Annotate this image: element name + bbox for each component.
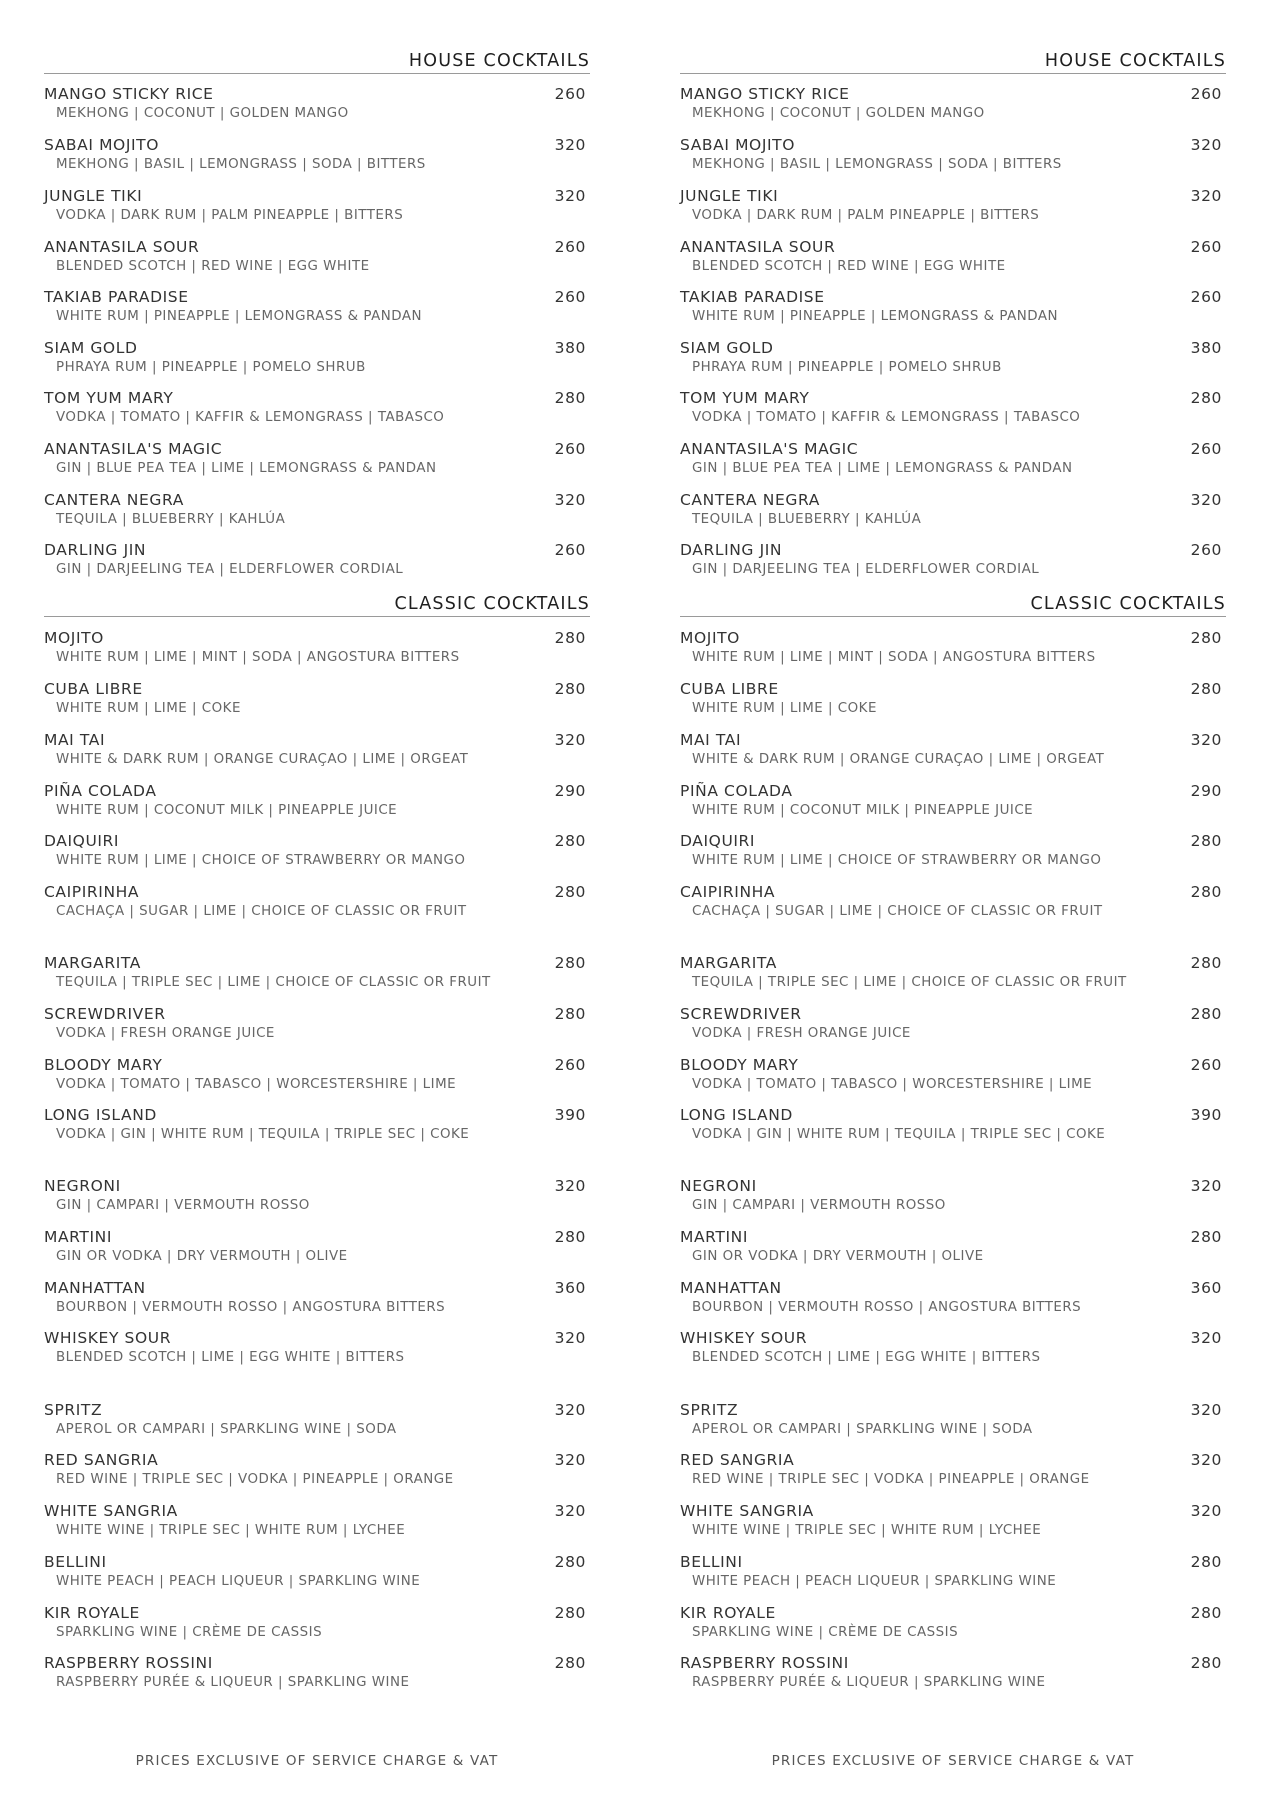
item-description: GIN | BLUE PEA TEA | LIME | LEMONGRASS & PANDAN (692, 461, 1073, 476)
item-description: TEQUILA | TRIPLE SEC | LIME | CHOICE OF CLASSIC OR FRUIT (56, 975, 491, 990)
item-price: 320 (1190, 1502, 1222, 1520)
menu-item (44, 237, 590, 275)
menu-item (680, 1328, 1226, 1366)
item-price: 260 (1190, 288, 1222, 306)
item-price: 260 (1190, 85, 1222, 103)
item-name: SCREWDRIVER (44, 1005, 166, 1023)
menu-item (44, 1227, 590, 1265)
item-description: GIN | BLUE PEA TEA | LIME | LEMONGRASS & PANDAN (56, 461, 437, 476)
item-description: BOURBON | VERMOUTH ROSSO | ANGOSTURA BITTERS (692, 1300, 1082, 1315)
item-price: 280 (554, 629, 586, 647)
item-description: VODKA | TOMATO | KAFFIR & LEMONGRASS | TABASCO (56, 410, 445, 425)
item-name: CUBA LIBRE (44, 680, 143, 698)
menu-item (44, 1450, 590, 1488)
item-description: WHITE RUM | LIME | CHOICE OF STRAWBERRY OR MANGO (692, 853, 1102, 868)
item-description: WHITE WINE | TRIPLE SEC | WHITE RUM | LYCHEE (692, 1523, 1042, 1538)
item-name: BELLINI (680, 1553, 743, 1571)
item-name: TOM YUM MARY (680, 389, 810, 407)
item-price: 260 (554, 288, 586, 306)
item-name: WHITE SANGRIA (44, 1502, 178, 1520)
item-price: 320 (554, 187, 586, 205)
menu-item (680, 135, 1226, 173)
menu-item (680, 781, 1226, 819)
item-price: 280 (554, 954, 586, 972)
item-description: WHITE PEACH | PEACH LIQUEUR | SPARKLING WINE (692, 1574, 1057, 1589)
item-price: 280 (554, 883, 586, 901)
item-name: MOJITO (680, 629, 740, 647)
menu-item (44, 1176, 590, 1214)
menu-item (44, 730, 590, 768)
item-description: APEROL OR CAMPARI | SPARKLING WINE | SODA (56, 1422, 397, 1437)
item-price: 260 (554, 440, 586, 458)
item-description: WHITE & DARK RUM | ORANGE CURAÇAO | LIME | ORGEAT (692, 752, 1105, 767)
item-name: MANGO STICKY RICE (44, 85, 214, 103)
menu-column-left (44, 0, 590, 1794)
menu-item (44, 84, 590, 122)
item-price: 280 (1190, 629, 1222, 647)
item-description: TEQUILA | BLUEBERRY | KAHLÚA (692, 512, 922, 527)
menu-item (44, 1328, 590, 1366)
item-description: SPARKLING WINE | CRÈME DE CASSIS (692, 1625, 959, 1640)
item-description: PHRAYA RUM | PINEAPPLE | POMELO SHRUB (692, 360, 1002, 375)
item-description: VODKA | GIN | WHITE RUM | TEQUILA | TRIPLE SEC | COKE (56, 1127, 470, 1142)
item-name: LONG ISLAND (680, 1106, 793, 1124)
menu-item (44, 831, 590, 869)
item-description: MEKHONG | COCONUT | GOLDEN MANGO (56, 106, 349, 121)
menu-item (44, 1400, 590, 1438)
item-description: MEKHONG | BASIL | LEMONGRASS | SODA | BITTERS (56, 157, 426, 172)
item-description: TEQUILA | BLUEBERRY | KAHLÚA (56, 512, 286, 527)
item-description: MEKHONG | COCONUT | GOLDEN MANGO (692, 106, 985, 121)
menu-item (44, 953, 590, 991)
item-description: GIN | DARJEELING TEA | ELDERFLOWER CORDIAL (56, 562, 404, 577)
item-description: WHITE RUM | LIME | COKE (56, 701, 241, 716)
menu-item (44, 135, 590, 173)
item-description: GIN OR VODKA | DRY VERMOUTH | OLIVE (692, 1249, 984, 1264)
menu-item (44, 1055, 590, 1093)
menu-item (680, 1501, 1226, 1539)
item-description: WHITE RUM | PINEAPPLE | LEMONGRASS & PANDAN (692, 309, 1059, 324)
item-description: BLENDED SCOTCH | LIME | EGG WHITE | BITTERS (692, 1350, 1041, 1365)
item-description: VODKA | DARK RUM | PALM PINEAPPLE | BITTERS (56, 208, 404, 223)
item-name: SPRITZ (680, 1401, 739, 1419)
item-price: 320 (1190, 136, 1222, 154)
item-name: SABAI MOJITO (44, 136, 160, 154)
item-price: 280 (1190, 883, 1222, 901)
item-price: 320 (554, 1329, 586, 1347)
item-price: 280 (1190, 1005, 1222, 1023)
item-description: APEROL OR CAMPARI | SPARKLING WINE | SODA (692, 1422, 1033, 1437)
item-price: 280 (1190, 1553, 1222, 1571)
item-price: 260 (554, 238, 586, 256)
item-name: PIÑA COLADA (44, 782, 157, 800)
item-price: 280 (1190, 1228, 1222, 1246)
item-price: 320 (554, 491, 586, 509)
item-description: WHITE RUM | LIME | CHOICE OF STRAWBERRY OR MANGO (56, 853, 466, 868)
menu-item (680, 1653, 1226, 1691)
item-name: SPRITZ (44, 1401, 103, 1419)
item-description: VODKA | TOMATO | TABASCO | WORCESTERSHIRE | LIME (692, 1077, 1093, 1092)
menu-item (44, 439, 590, 477)
item-description: BOURBON | VERMOUTH ROSSO | ANGOSTURA BITTERS (56, 1300, 446, 1315)
item-name: SIAM GOLD (680, 339, 774, 357)
menu-item (680, 287, 1226, 325)
item-price: 260 (554, 1056, 586, 1074)
item-price: 380 (554, 339, 586, 357)
item-price: 320 (1190, 1451, 1222, 1469)
item-name: SIAM GOLD (44, 339, 138, 357)
item-price: 320 (554, 731, 586, 749)
item-name: MANGO STICKY RICE (680, 85, 850, 103)
item-name: MARGARITA (44, 954, 141, 972)
item-name: MARTINI (44, 1228, 113, 1246)
menu-item (680, 237, 1226, 275)
menu-item (44, 186, 590, 224)
item-name: ANANTASILA SOUR (680, 238, 836, 256)
item-name: MARTINI (680, 1228, 749, 1246)
item-name: TOM YUM MARY (44, 389, 174, 407)
menu-item (44, 1105, 590, 1143)
menu-item (44, 287, 590, 325)
item-name: DARLING JIN (680, 541, 783, 559)
item-price: 280 (1190, 1604, 1222, 1622)
item-price: 260 (1190, 541, 1222, 559)
item-name: RED SANGRIA (680, 1451, 795, 1469)
menu-item (680, 628, 1226, 666)
item-name: WHISKEY SOUR (680, 1329, 808, 1347)
menu-item (680, 1176, 1226, 1214)
item-price: 320 (1190, 187, 1222, 205)
item-name: DARLING JIN (44, 541, 147, 559)
item-price: 320 (1190, 1401, 1222, 1419)
item-name: SCREWDRIVER (680, 1005, 802, 1023)
item-price: 320 (1190, 731, 1222, 749)
item-description: GIN OR VODKA | DRY VERMOUTH | OLIVE (56, 1249, 348, 1264)
item-name: DAIQUIRI (44, 832, 120, 850)
menu-item (44, 540, 590, 578)
menu-item (680, 1552, 1226, 1590)
item-name: MARGARITA (680, 954, 777, 972)
section-title-house: HOUSE COCKTAILS (680, 50, 1226, 74)
item-price: 260 (1190, 1056, 1222, 1074)
item-name: WHITE SANGRIA (680, 1502, 814, 1520)
item-name: TAKIAB PARADISE (44, 288, 189, 306)
menu-item (44, 882, 590, 920)
item-price: 320 (554, 1451, 586, 1469)
item-description: WHITE & DARK RUM | ORANGE CURAÇAO | LIME | ORGEAT (56, 752, 469, 767)
item-price: 320 (554, 136, 586, 154)
item-name: SABAI MOJITO (680, 136, 796, 154)
item-name: MOJITO (44, 629, 104, 647)
item-name: CANTERA NEGRA (680, 491, 820, 509)
item-name: CUBA LIBRE (680, 680, 779, 698)
menu-item (680, 1105, 1226, 1143)
item-name: MAI TAI (680, 731, 742, 749)
item-description: BLENDED SCOTCH | LIME | EGG WHITE | BITTERS (56, 1350, 405, 1365)
section-title-classic: CLASSIC COCKTAILS (680, 593, 1226, 617)
item-name: CAIPIRINHA (44, 883, 140, 901)
item-description: VODKA | FRESH ORANGE JUICE (692, 1026, 911, 1041)
menu-item (44, 338, 590, 376)
item-price: 320 (554, 1502, 586, 1520)
section-title-house: HOUSE COCKTAILS (44, 50, 590, 74)
item-description: VODKA | DARK RUM | PALM PINEAPPLE | BITTERS (692, 208, 1040, 223)
item-name: NEGRONI (680, 1177, 757, 1195)
item-description: CACHAÇA | SUGAR | LIME | CHOICE OF CLASSIC OR FRUIT (692, 904, 1103, 919)
item-name: PIÑA COLADA (680, 782, 793, 800)
item-name: LONG ISLAND (44, 1106, 157, 1124)
item-price: 280 (1190, 680, 1222, 698)
menu-item (680, 1450, 1226, 1488)
item-price: 390 (554, 1106, 586, 1124)
item-description: VODKA | GIN | WHITE RUM | TEQUILA | TRIPLE SEC | COKE (692, 1127, 1106, 1142)
menu-item (680, 1004, 1226, 1042)
item-price: 390 (1190, 1106, 1222, 1124)
item-name: KIR ROYALE (44, 1604, 140, 1622)
menu-item (44, 679, 590, 717)
item-description: WHITE RUM | LIME | COKE (692, 701, 877, 716)
item-name: RASPBERRY ROSSINI (44, 1654, 213, 1672)
item-description: GIN | CAMPARI | VERMOUTH ROSSO (692, 1198, 946, 1213)
item-description: RASPBERRY PURÉE & LIQUEUR | SPARKLING WINE (56, 1675, 410, 1690)
item-name: JUNGLE TIKI (44, 187, 143, 205)
menu-item (680, 1400, 1226, 1438)
item-price: 360 (1190, 1279, 1222, 1297)
menu-item (680, 831, 1226, 869)
item-price: 380 (1190, 339, 1222, 357)
item-description: TEQUILA | TRIPLE SEC | LIME | CHOICE OF CLASSIC OR FRUIT (692, 975, 1127, 990)
item-price: 280 (554, 680, 586, 698)
item-price: 280 (554, 389, 586, 407)
item-name: BLOODY MARY (44, 1056, 163, 1074)
menu-item (44, 1278, 590, 1316)
menu-item (680, 730, 1226, 768)
item-description: VODKA | TOMATO | KAFFIR & LEMONGRASS | TABASCO (692, 410, 1081, 425)
item-name: WHISKEY SOUR (44, 1329, 172, 1347)
item-description: RASPBERRY PURÉE & LIQUEUR | SPARKLING WINE (692, 1675, 1046, 1690)
item-name: RED SANGRIA (44, 1451, 159, 1469)
section-title-classic: CLASSIC COCKTAILS (44, 593, 590, 617)
item-price: 260 (554, 85, 586, 103)
menu-item (680, 1227, 1226, 1265)
menu-item (680, 1278, 1226, 1316)
item-price: 320 (1190, 1177, 1222, 1195)
item-price: 280 (554, 832, 586, 850)
menu-item (680, 540, 1226, 578)
item-description: CACHAÇA | SUGAR | LIME | CHOICE OF CLASSIC OR FRUIT (56, 904, 467, 919)
menu-item (680, 439, 1226, 477)
menu-item (44, 490, 590, 528)
item-description: VODKA | TOMATO | TABASCO | WORCESTERSHIRE | LIME (56, 1077, 457, 1092)
item-price: 280 (554, 1005, 586, 1023)
item-price: 260 (1190, 440, 1222, 458)
item-description: WHITE WINE | TRIPLE SEC | WHITE RUM | LYCHEE (56, 1523, 406, 1538)
item-price: 280 (1190, 954, 1222, 972)
item-price: 360 (554, 1279, 586, 1297)
item-name: MAI TAI (44, 731, 106, 749)
item-description: WHITE RUM | PINEAPPLE | LEMONGRASS & PANDAN (56, 309, 423, 324)
menu-item (680, 338, 1226, 376)
menu-item (44, 1004, 590, 1042)
item-description: BLENDED SCOTCH | RED WINE | EGG WHITE (692, 259, 1006, 274)
menu-item (680, 679, 1226, 717)
item-name: MANHATTAN (44, 1279, 146, 1297)
item-price: 280 (554, 1654, 586, 1672)
menu-item (44, 388, 590, 426)
menu-item (680, 1055, 1226, 1093)
item-description: WHITE RUM | LIME | MINT | SODA | ANGOSTURA BITTERS (692, 650, 1096, 665)
item-price: 280 (1190, 389, 1222, 407)
item-description: PHRAYA RUM | PINEAPPLE | POMELO SHRUB (56, 360, 366, 375)
item-name: CAIPIRINHA (680, 883, 776, 901)
menu-item (680, 186, 1226, 224)
menu-item (680, 1603, 1226, 1641)
item-description: RED WINE | TRIPLE SEC | VODKA | PINEAPPLE | ORANGE (56, 1472, 454, 1487)
item-price: 290 (1190, 782, 1222, 800)
item-price: 280 (1190, 1654, 1222, 1672)
item-name: MANHATTAN (680, 1279, 782, 1297)
menu-item (680, 388, 1226, 426)
menu-item (44, 1552, 590, 1590)
item-price: 280 (554, 1553, 586, 1571)
item-description: VODKA | FRESH ORANGE JUICE (56, 1026, 275, 1041)
menu-item (44, 1501, 590, 1539)
item-name: RASPBERRY ROSSINI (680, 1654, 849, 1672)
item-name: TAKIAB PARADISE (680, 288, 825, 306)
item-description: GIN | CAMPARI | VERMOUTH ROSSO (56, 1198, 310, 1213)
menu-item (44, 1653, 590, 1691)
menu-item (44, 628, 590, 666)
item-price: 290 (554, 782, 586, 800)
item-description: BLENDED SCOTCH | RED WINE | EGG WHITE (56, 259, 370, 274)
item-description: WHITE RUM | COCONUT MILK | PINEAPPLE JUICE (56, 803, 398, 818)
item-price: 320 (554, 1401, 586, 1419)
footer-note: PRICES EXCLUSIVE OF SERVICE CHARGE & VAT (135, 1753, 499, 1769)
item-price: 280 (554, 1228, 586, 1246)
item-name: CANTERA NEGRA (44, 491, 184, 509)
item-description: WHITE RUM | LIME | MINT | SODA | ANGOSTURA BITTERS (56, 650, 460, 665)
item-description: WHITE PEACH | PEACH LIQUEUR | SPARKLING WINE (56, 1574, 421, 1589)
menu-item (44, 1603, 590, 1641)
item-name: BELLINI (44, 1553, 107, 1571)
item-name: JUNGLE TIKI (680, 187, 779, 205)
item-name: KIR ROYALE (680, 1604, 776, 1622)
item-description: RED WINE | TRIPLE SEC | VODKA | PINEAPPLE | ORANGE (692, 1472, 1090, 1487)
item-price: 320 (554, 1177, 586, 1195)
item-name: DAIQUIRI (680, 832, 756, 850)
item-price: 260 (554, 541, 586, 559)
item-price: 260 (1190, 238, 1222, 256)
item-price: 280 (1190, 832, 1222, 850)
menu-column-right (680, 0, 1226, 1794)
item-description: SPARKLING WINE | CRÈME DE CASSIS (56, 1625, 323, 1640)
item-name: ANANTASILA'S MAGIC (680, 440, 859, 458)
item-name: BLOODY MARY (680, 1056, 799, 1074)
menu-item (680, 953, 1226, 991)
footer-note: PRICES EXCLUSIVE OF SERVICE CHARGE & VAT (771, 1753, 1135, 1769)
item-price: 320 (1190, 1329, 1222, 1347)
menu-item (680, 490, 1226, 528)
item-name: ANANTASILA'S MAGIC (44, 440, 223, 458)
item-name: ANANTASILA SOUR (44, 238, 200, 256)
item-price: 320 (1190, 491, 1222, 509)
menu-item (44, 781, 590, 819)
item-description: MEKHONG | BASIL | LEMONGRASS | SODA | BITTERS (692, 157, 1062, 172)
item-description: GIN | DARJEELING TEA | ELDERFLOWER CORDIAL (692, 562, 1040, 577)
item-name: NEGRONI (44, 1177, 121, 1195)
item-description: WHITE RUM | COCONUT MILK | PINEAPPLE JUICE (692, 803, 1034, 818)
menu-item (680, 84, 1226, 122)
item-price: 280 (554, 1604, 586, 1622)
menu-item (680, 882, 1226, 920)
